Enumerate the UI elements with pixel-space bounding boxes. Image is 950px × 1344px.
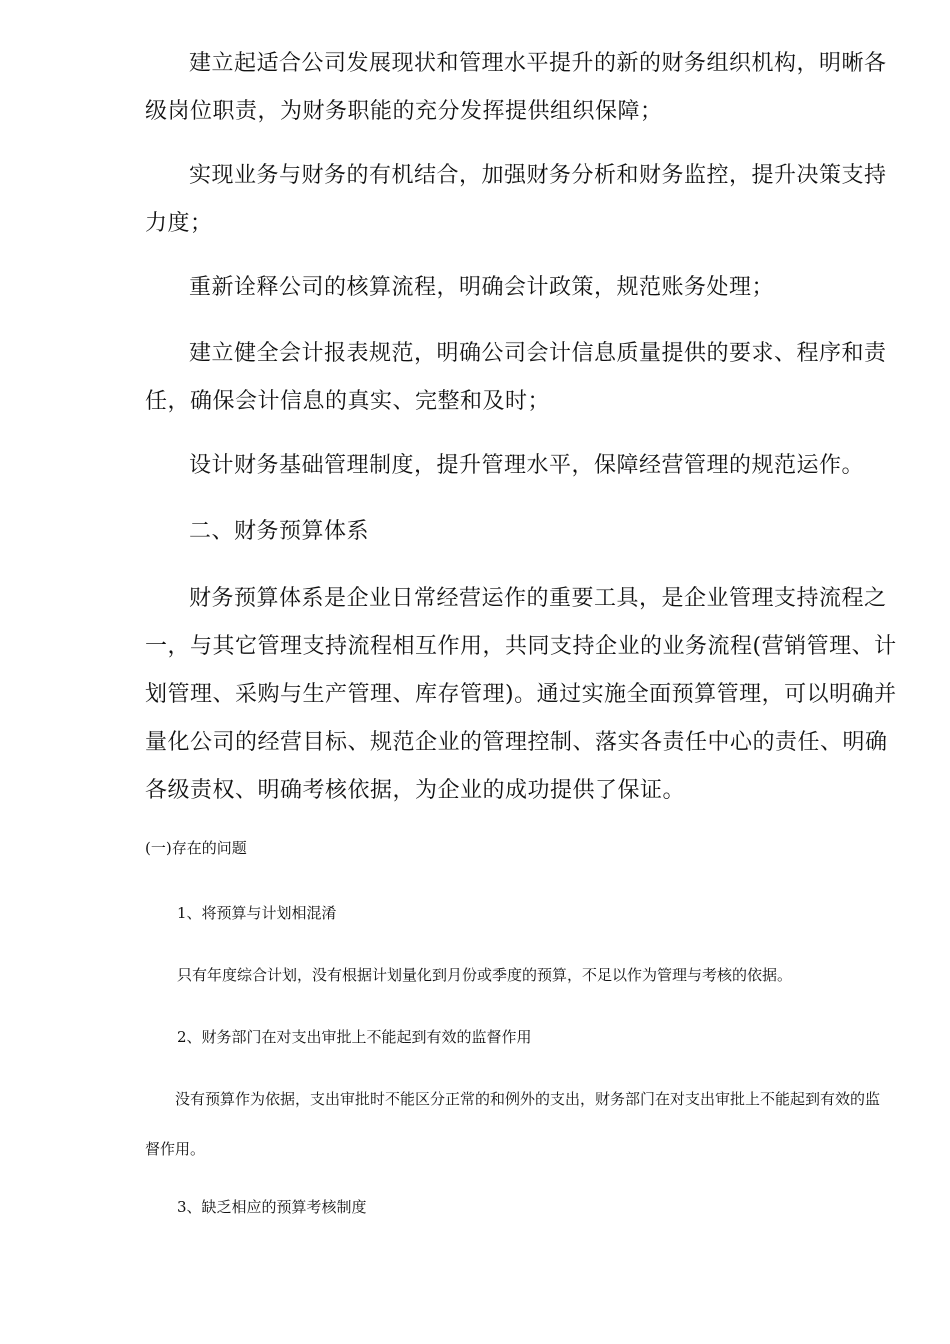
paragraph-business-finance-integration: 实现业务与财务的有机结合，加强财务分析和财务监控，提升决策支持力度； xyxy=(145,163,887,236)
item-3-title: 3、缺乏相应的预算考核制度 xyxy=(177,1198,367,1216)
section-body: 财务预算体系是企业日常经营运作的重要工具，是企业管理支持流程之一，与其它管理支持流程相互作用，共同支持企业的业务流程(营销管理、计划管理、采购与生产管理、库存管理)。通过实施全面预算管理，可以明确并量化公司的经营目标、规范企业的管理控制、落实各责任中心的责任、明确各级责权、明确考核依据，为企业的成功提供了保证。 xyxy=(145,586,897,803)
item-2-body: 没有预算作为依据，支出审批时不能区分正常的和例外的支出，财务部门在对支出审批上不能起到有效的监督作用。 xyxy=(145,1090,881,1158)
paragraph-management-system: 设计财务基础管理制度，提升管理水平，保障经营管理的规范运作。 xyxy=(189,453,865,478)
paragraph-finance-organization: 建立起适合公司发展现状和管理水平提升的新的财务组织机构，明晰各级岗位职责，为财务职能的充分发挥提供组织保障； xyxy=(145,51,887,124)
item-2-title: 2、财务部门在对支出审批上不能起到有效的监督作用 xyxy=(177,1028,532,1046)
section-heading: 二、财务预算体系 xyxy=(189,519,370,544)
paragraph-report-standards: 建立健全会计报表规范，明确公司会计信息质量提供的要求、程序和责任，确保会计信息的真实、完整和及时； xyxy=(145,341,887,414)
item-1-body: 只有年度综合计划，没有根据计划量化到月份或季度的预算，不足以作为管理与考核的依据。 xyxy=(177,966,793,984)
sub-heading: (一)存在的问题 xyxy=(145,839,247,857)
paragraph-accounting-process: 重新诠释公司的核算流程，明确会计政策，规范账务处理； xyxy=(189,275,775,300)
item-1-title: 1、将预算与计划相混淆 xyxy=(177,904,337,922)
